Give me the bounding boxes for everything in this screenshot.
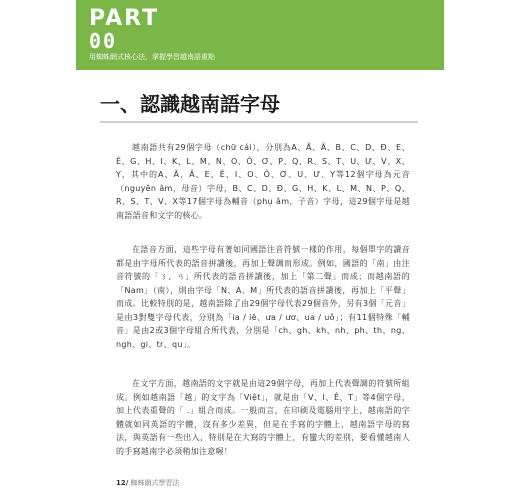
paragraph-text: 在文字方面，越南語的文字就是由這29個字母，再加上代表聲調的符號所組成。例如越南語「越」的文字為「Việt」，就是由「V、I、Ê、T」等4個字母，加上代表重聲的「 .」組合而成。一般而言，在印刷及電腦用字上，越南語的字體就如同英語的字體，沒有多少差異，但是在手寫的字體上，越南語字母的寫法，與英語有一些出入，特別是在大寫的字體上，有蠻大的差別，要看懂越南人的手寫越南字必須稍加注意喔！ (116, 379, 410, 456)
book-title: 蜘蛛網式學習法 (130, 479, 180, 487)
page-number: 12 (116, 479, 126, 487)
chapter-title: 一、認識越南語字母 (100, 92, 280, 116)
paragraph-text: 越南語共有29個字母（chữ cái），分別為A、Ă、Â、B、C、D、Đ、E、Ê、G、H、I、K、L、M、N、O、Ô、Ơ、P、Q、R、S、T、U、Ư、V、X、Y，其中的A、Ă、Â、E、Ê、I、O、Ô、Ơ、U、Ư、Y等12個字母為元音（nguyên âm，母音）字母，B、C、D、Đ、G、H、K、L、M、N、P、Q、R、S、T、V、X等17個字母為輔音（phụ âm，子音）字母，這29個字母是越南語語音和文字的核心。 (116, 143, 410, 220)
body-paragraph (116, 377, 410, 458)
chapter-divider (100, 121, 418, 123)
body-paragraph (116, 141, 410, 222)
part-subtitle: 用蜘蛛網式核心法，掌握學習越南語重點 (89, 53, 215, 61)
body-paragraph (116, 243, 410, 351)
paragraph-text: 在語音方面，這些字母有著如同國語注音符號一樣的作用，每個單字的讀音都是由字母所代表的語音拼讀後，再加上聲調而形成。例如，國語的「南」由注音符號的「ㄋ、ㄢ」所代表的語音拼讀後，加上「第二聲」而成；而越南語的「Nam」（南），則由字母「N、A、M」所代表的語音拼讀後，再加上「平聲」而成。比較特別的是，越南語除了由29個字母代表29個音外，另有3個「元音」是由3對雙字母代表，分別為「ia / iê、ưa / ươ、ua / uô」；有11個特殊「輔音」是由2或3個字母組合所代表，分別是「ch、gh、kh、nh、ph、th、ng、ngh、gi、tr、qu」。 (116, 245, 410, 349)
page-footer (116, 478, 180, 488)
part-label: PART (89, 6, 160, 31)
part-number: 00 (89, 29, 118, 53)
footer-separator: / (125, 479, 129, 487)
